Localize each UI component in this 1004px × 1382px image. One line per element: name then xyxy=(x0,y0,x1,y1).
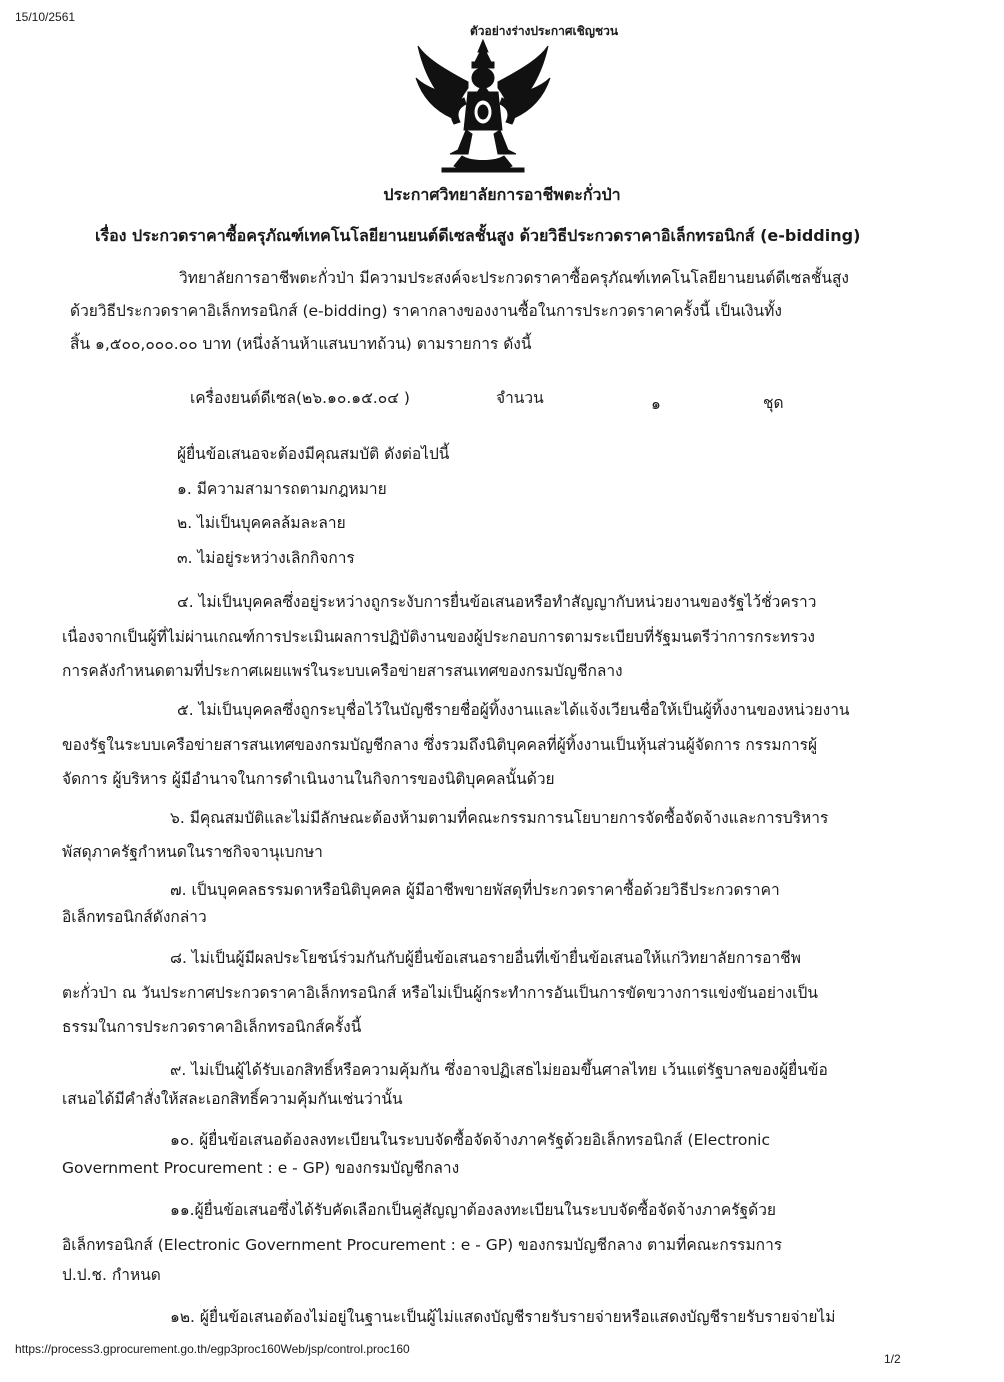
item-qty-label: จำนวน xyxy=(496,389,544,407)
qualification-6-line-2: พัสดุภาครัฐกำหนดในราชกิจจานุเบกษา xyxy=(62,843,323,861)
qualification-8-line-2: ตะกั่วป่า ณ วันประกาศประกวดราคาอิเล็กทรอนิกส์ หรือไม่เป็นผู้กระทำการอันเป็นการขัดขวางการแข่งขันอย่างเป็น xyxy=(62,984,818,1002)
qualification-5-line-3: จัดการ ผู้บริหาร ผู้มีอำนาจในการดำเนินงานในกิจการของนิติบุคคลนั้นด้วย xyxy=(62,770,555,788)
qualification-9-line-2: เสนอได้มีคำสั่งให้สละเอกสิทธิ์ความคุ้มกันเช่นว่านั้น xyxy=(62,1090,403,1108)
item-qty: ๑ xyxy=(651,395,661,413)
qualification-11-line-2: อิเล็กทรอนิกส์ (Electronic Government Procurement : e - GP) ของกรมบัญชีกลาง ตามที่คณะกรรมการ xyxy=(62,1236,783,1254)
footer-url: https://process3.gprocurement.go.th/egp3proc160Web/jsp/control.proc160 xyxy=(15,1342,410,1356)
qualification-5-line-1: ๕. ไม่เป็นบุคคลซึ่งถูกระบุชื่อไว้ในบัญชีรายชื่อผู้ทิ้งงานและได้แจ้งเวียนชื่อให้เป็นผู้ทิ้งงานของหน่วยงาน xyxy=(177,701,850,719)
qualification-5-line-2: ของรัฐในระบบเครือข่ายสารสนเทศของกรมบัญชีกลาง ซึ่งรวมถึงนิติบุคคลที่ผู้ทิ้งงานเป็นหุ้นส่วนผู้จัดการ กรรมการผู้ xyxy=(62,736,818,754)
garuda-emblem-icon xyxy=(412,38,554,178)
qualification-8-line-1: ๘. ไม่เป็นผู้มีผลประโยชน์ร่วมกันกับผู้ยื่นข้อเสนอรายอื่นที่เข้ายื่นข้อเสนอให้แก่วิทยาลัยการอาชีพ xyxy=(170,949,801,967)
qualification-1: ๑. มีความสามารถตามกฎหมาย xyxy=(177,480,387,498)
qualification-7-line-1: ๗. เป็นบุคคลธรรมดาหรือนิติบุคคล ผู้มีอาชีพขายพัสดุที่ประกวดราคาซื้อด้วยวิธีประกวดราคา xyxy=(170,881,780,899)
qualification-8-line-3: ธรรมในการประกวดราคาอิเล็กทรอนิกส์ครั้งนี้ xyxy=(62,1018,362,1036)
intro-line-1: วิทยาลัยการอาชีพตะกั่วป่า มีความประสงค์จะประกวดราคาซื้อครุภัณฑ์เทคโนโลยียานยนต์ดีเซลชั้นสูง xyxy=(179,269,849,287)
qualification-4-line-3: การคลังกำหนดตามที่ประกาศเผยแพร่ในระบบเครือข่ายสารสนเทศของกรมบัญชีกลาง xyxy=(62,662,623,680)
qualification-4-line-2: เนื่องจากเป็นผู้ที่ไม่ผ่านเกณฑ์การประเมินผลการปฏิบัติงานของผู้ประกอบการตามระเบียบที่รัฐมนตรีว่าการกระทรวง xyxy=(62,628,815,646)
qualification-12-line-1: ๑๒. ผู้ยื่นข้อเสนอต้องไม่อยู่ในฐานะเป็นผู้ไม่แสดงบัญชีรายรับรายจ่ายหรือแสดงบัญชีรายรับรายจ่ายไม่ xyxy=(170,1308,836,1326)
qualification-11-line-1: ๑๑.ผู้ยื่นข้อเสนอซึ่งได้รับคัดเลือกเป็นคู่สัญญาต้องลงทะเบียนในระบบจัดซื้อจัดจ้างภาครัฐด้วย xyxy=(170,1201,777,1219)
qualification-7-line-2: อิเล็กทรอนิกส์ดังกล่าว xyxy=(62,908,207,926)
qualification-10-line-1: ๑๐. ผู้ยื่นข้อเสนอต้องลงทะเบียนในระบบจัดซื้อจัดจ้างภาครัฐด้วยอิเล็กทรอนิกส์ (Electronic xyxy=(170,1131,770,1149)
qualification-3: ๓. ไม่อยู่ระหว่างเลิกกิจการ xyxy=(177,549,355,567)
qualification-11-line-3: ป.ป.ช. กำหนด xyxy=(62,1266,161,1284)
item-unit: ชุด xyxy=(763,394,784,412)
qualification-4-line-1: ๔. ไม่เป็นบุคคลซึ่งอยู่ระหว่างถูกระงับการยื่นข้อเสนอหรือทำสัญญากับหน่วยงานของรัฐไว้ชั่วคราว xyxy=(177,593,817,611)
qualification-10-line-2: Government Procurement : e - GP) ของกรมบัญชีกลาง xyxy=(62,1159,460,1177)
print-date: 15/10/2561 xyxy=(15,10,76,24)
item-name: เครื่องยนต์ดีเซล(๒๖.๑๐.๑๕.๐๔ ) xyxy=(190,389,410,407)
qualifications-heading: ผู้ยื่นข้อเสนอจะต้องมีคุณสมบัติ ดังต่อไปนี้ xyxy=(177,445,450,463)
qualification-2: ๒. ไม่เป็นบุคคลล้มละลาย xyxy=(177,514,346,532)
announcement-subject: เรื่อง ประกวดราคาซื้อครุภัณฑ์เทคโนโลยียานยนต์ดีเซลชั้นสูง ด้วยวิธีประกวดราคาอิเล็กทรอนิกส์ (e-bidding) xyxy=(95,226,861,245)
draft-note: ตัวอย่างร่างประกาศเชิญชวน xyxy=(470,24,619,38)
page-number: 1/2 xyxy=(884,1352,901,1366)
qualification-9-line-1: ๙. ไม่เป็นผู้ได้รับเอกสิทธิ์หรือความคุ้มกัน ซึ่งอาจปฏิเสธไม่ยอมขึ้นศาลไทย เว้นแต่รัฐบาลของผู้ยื่นข้อ xyxy=(170,1061,828,1079)
intro-line-2: ด้วยวิธีประกวดราคาอิเล็กทรอนิกส์ (e-bidding) ราคากลางของงานซื้อในการประกวดราคาครั้งนี้ เป็นเงินทั้ง xyxy=(70,302,782,320)
intro-line-3: สิ้น ๑,๕๐๐,๐๐๐.๐๐ บาท (หนึ่งล้านห้าแสนบาทถ้วน) ตามรายการ ดังนี้ xyxy=(70,335,532,353)
qualification-6-line-1: ๖. มีคุณสมบัติและไม่มีลักษณะต้องห้ามตามที่คณะกรรมการนโยบายการจัดซื้อจัดจ้างและการบริหาร xyxy=(170,809,829,827)
announcement-title: ประกาศวิทยาลัยการอาชีพตะกั่วป่า xyxy=(383,185,621,204)
